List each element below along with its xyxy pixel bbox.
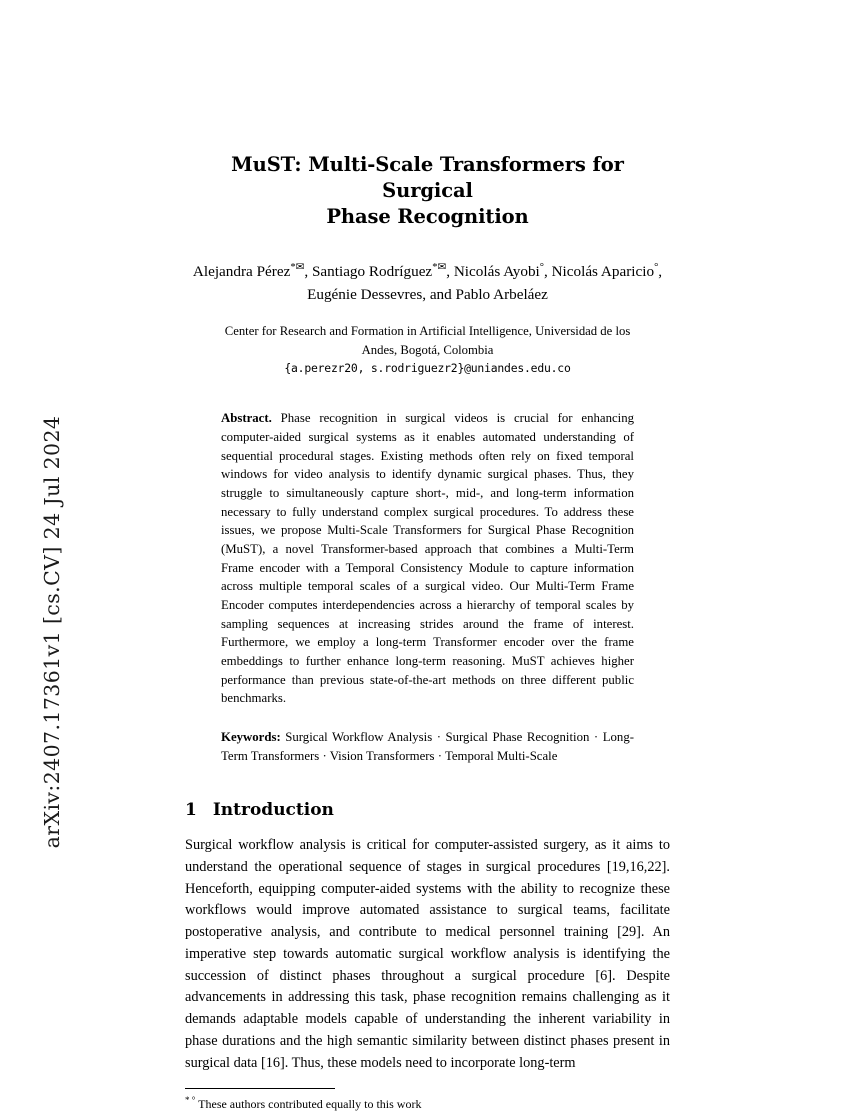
- page-title: [185, 152, 670, 230]
- contact-email: {a.perezr20, s.rodriguezr2}@uniandes.edu.co: [284, 361, 571, 376]
- envelope-icon: ✉: [295, 261, 305, 273]
- author-mark-asterisk: *: [290, 261, 296, 273]
- abstract-label: Abstract.: [221, 411, 272, 426]
- author-list: [185, 260, 670, 307]
- arxiv-identifier-stamp: arXiv:2407.17361v1 [cs.CV] 24 Jul 2024: [40, 415, 64, 849]
- author-mark-circ: °: [539, 261, 544, 273]
- keywords-label: Keywords:: [221, 729, 281, 744]
- author-line-1: [185, 260, 670, 284]
- footnote-text: These authors contributed equally to this work: [198, 1097, 422, 1112]
- abstract-text: Phase recognition in surgical videos is crucial for enhancing computer-aided surgical systems as it enables automated understanding of sequential procedural stages. Existing methods often rely on fixed temporal windows for video analysis to identify dynamic surgical phases. Thus, they struggle to simultaneously capture short-, mid-, and long-term information necessary to fully understand complex surgical procedures. To address these issues, we propose Multi-Scale Transformers for Surgical Phase Recognition (MuST), a novel Transformer-based approach that combines a Multi-Term Frame encoder with a Temporal Consistency Module to capture information across multiple temporal scales of a surgical video. Our Multi-Term Frame Encoder computes interdependencies across a hierarchy of temporal scales by sampling sequences at increasing strides around the frame of interest. Furthermore, we employ a long-term Transformer encoder over the frame embeddings to further enhance long-term reasoning. MuST achieves higher performance than previous state-of-the-art methods on three different public benchmarks.: [221, 411, 634, 706]
- paper-page: [185, 0, 670, 1112]
- author-santiago-rodriguez: , Santiago Rodríguez: [304, 262, 433, 280]
- footnote-marks: * °: [185, 1095, 196, 1106]
- author-mark-circ-2: °: [654, 261, 659, 273]
- keywords-section: [221, 728, 634, 765]
- title-line-2: Phase Recognition: [326, 204, 529, 228]
- title-line-1: MuST: Multi-Scale Transformers for Surgical: [231, 153, 624, 202]
- author-mark-asterisk-2: *: [432, 261, 438, 273]
- abstract-section: [221, 409, 634, 708]
- footnote: [185, 1094, 670, 1113]
- section-number: 1: [185, 800, 197, 821]
- author-line-2: Eugénie Dessevres, and Pablo Arbeláez: [307, 285, 548, 303]
- keywords-text: Surgical Workflow Analysis · Surgical Phase Recognition · Long-Term Transformers · Vision Transformers · Temporal Multi-Scale: [221, 729, 634, 763]
- affiliation-line-2: Andes, Bogotá, Colombia: [361, 342, 494, 357]
- author-nicolas-aparicio: , Nicolás Aparicio: [543, 262, 655, 280]
- section-title: Introduction: [212, 800, 334, 821]
- footnote-divider: [185, 1088, 335, 1089]
- affiliation: [185, 322, 670, 359]
- affiliation-line-1: Center for Research and Formation in Artificial Intelligence, Universidad de los: [224, 324, 631, 339]
- section-heading-introduction: [185, 800, 670, 820]
- author-alejandra-perez: Alejandra Pérez: [192, 262, 291, 280]
- introduction-paragraph: Surgical workflow analysis is critical for computer-assisted surgery, as it aims to understand the operational sequence of stages in surgical procedures [19,16,22]. Henceforth, equipping computer-aided systems with the ability to recognize these workflows would improve automated assistance to surgical teams, facilitate postoperative analysis, and contribute to medical personnel training [29]. An imperative step towards automatic surgical workflow analysis is identifying the succession of distinct phases throughout a surgical procedure [6]. Despite advancements in addressing this task, phase recognition remains challenging as it demands adaptable models capable of understanding the inherent variability in phase durations and the high semantic similarity between distinct phases present in surgical data [16]. Thus, these models need to incorporate long-term: [185, 837, 670, 1071]
- author-nicolas-ayobi: , Nicolás Ayobi: [446, 262, 540, 280]
- author-line1-trailing: ,: [658, 262, 663, 280]
- envelope-icon-2: ✉: [437, 261, 447, 273]
